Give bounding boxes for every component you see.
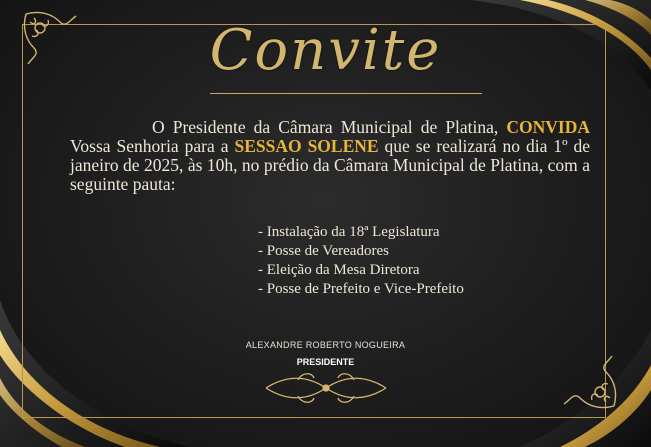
signatory-name: ALEXANDRE ROBERTO NOGUEIRA [245,340,406,350]
body-middle: Vossa Senhoria para a [70,136,235,156]
convida-highlight: CONVIDA [506,117,590,137]
agenda-item: - Instalação da 18ª Legislatura [258,224,440,240]
body-rest: que se realizará no dia 1º de janeiro de 2025, às 10h, no prédio da Câmara Municipal de Platina, com a seguinte pauta: [70,136,590,194]
body-intro: O Presidente da Câmara Municipal de Platina, [152,117,499,137]
invitation-title: Convite [209,18,442,83]
flourish-ornament-icon [258,366,394,410]
signatory-role: PRESIDENTE [296,357,355,367]
agenda-item: - Posse de Prefeito e Vice-Prefeito [258,281,464,297]
sessao-highlight: SESSAO SOLENE [234,136,379,156]
agenda-list [258,223,464,299]
invitation-body [70,118,590,194]
agenda-item: - Posse de Vereadores [258,243,389,259]
title-underline [210,93,482,94]
agenda-item: - Eleição da Mesa Diretora [258,262,420,278]
